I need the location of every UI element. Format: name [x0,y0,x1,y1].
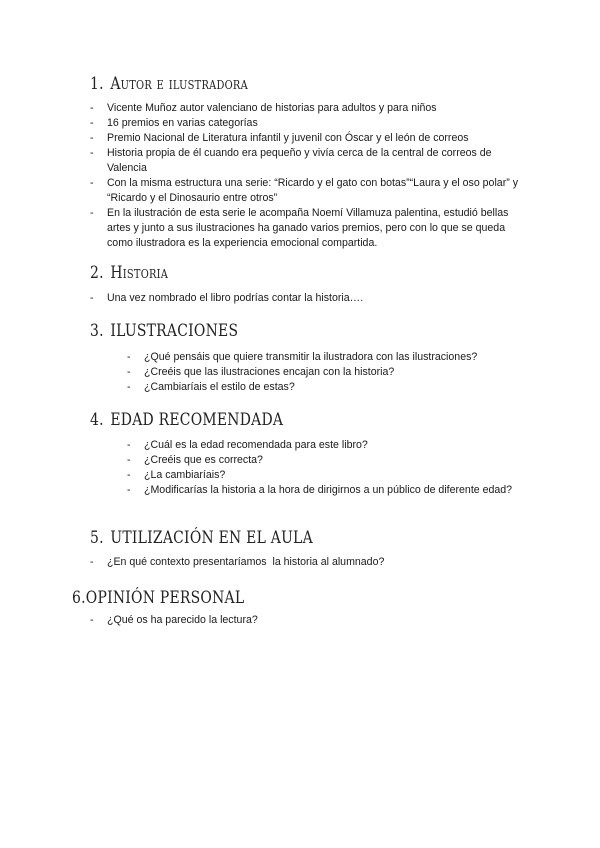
bullet-dash: - [90,147,94,159]
section-number: 3. [90,321,104,341]
section-heading-ilustraciones [90,321,238,341]
bullet-dash: - [127,439,131,451]
section-list-historia [90,291,527,306]
bullet-dash: - [127,381,131,393]
list-item: - ¿Qué pensáis que quiere transmitir la ilustradora con las ilustraciones? [127,351,478,363]
section-title: OPINIÓN PERSONAL [85,588,245,608]
bullet-dash: - [127,366,131,378]
list-item: - 16 premios en varias categorías [90,117,258,129]
section-heading-edad [90,410,283,430]
bullet-dash: - [127,351,131,363]
section-heading-historia [90,263,168,283]
bullet-dash: - [90,292,94,304]
section-title: Autor e ilustradora [110,74,248,94]
list-item: - ¿Modificarías la historia a la hora de dirigirnos a un público de diferente edad? [127,484,513,496]
section-number: 4. [90,410,104,430]
section-title: ILUSTRACIONES [110,321,239,341]
bullet-dash: - [90,132,94,144]
bullet-dash: - [90,614,94,626]
section-list-utilizacion [90,555,527,570]
list-item: - ¿Creéis que las ilustraciones encajan con la historia? [127,366,395,378]
list-item: - ¿Qué os ha parecido la lectura? [90,614,258,626]
list-item: - ¿Cuál es la edad recomendada para este libro? [127,439,368,451]
bullet-dash: - [90,177,94,189]
list-item: - Premio Nacional de Literatura infantil y juvenil con Óscar y el león de correos [90,132,469,144]
bullet-dash: - [90,102,94,114]
bullet-dash: - [90,207,94,219]
bullet-dash: - [127,469,131,481]
list-item: - ¿Creéis que es correcta? [127,454,263,466]
section-heading-utilizacion [90,528,313,548]
list-item: - Una vez nombrado el libro podrías contar la historia…. [90,292,364,304]
list-item: - Con la misma estructura una serie: “Ricardo y el gato con botas”“Laura y el oso polar” y “Ricardo y el Dinosaurio entre otros” [90,177,518,204]
list-item: - ¿En qué contexto presentaríamos la historia al alumnado? [90,556,385,568]
list-item: - ¿La cambiaríais? [127,469,226,481]
section-title: UTILIZACIÓN EN EL AULA [110,528,313,548]
bullet-dash: - [90,117,94,129]
section-list-autor [90,101,527,251]
list-item: - Historia propia de él cuando era pequeño y vivía cerca de la central de correos de Valencia [90,147,492,174]
section-number: 5. [90,528,104,548]
section-list-ilustraciones [127,350,524,395]
section-heading-autor [90,74,248,94]
section-heading-opinion [72,588,244,608]
section-number: 6. [72,588,86,608]
bullet-dash: - [127,454,131,466]
section-list-opinion [90,613,527,628]
bullet-dash: - [127,484,131,496]
section-list-edad [127,438,514,498]
section-title: EDAD RECOMENDADA [110,410,284,430]
section-number: 2. [90,263,104,283]
section-number: 1. [90,74,104,94]
list-item: - ¿Cambiaríais el estilo de estas? [127,381,295,393]
section-title: Historia [110,263,169,283]
list-item: - En la ilustración de esta serie le acompaña Noemí Villamuza palentina, estudió bellas artes y junto a sus ilustraciones ha ganado varios premios, pero con lo que se queda como ilustradora es la experiencia emocional compartida. [90,207,509,249]
list-item: - Vicente Muñoz autor valenciano de historias para adultos y para niños [90,102,437,114]
bullet-dash: - [90,556,94,568]
